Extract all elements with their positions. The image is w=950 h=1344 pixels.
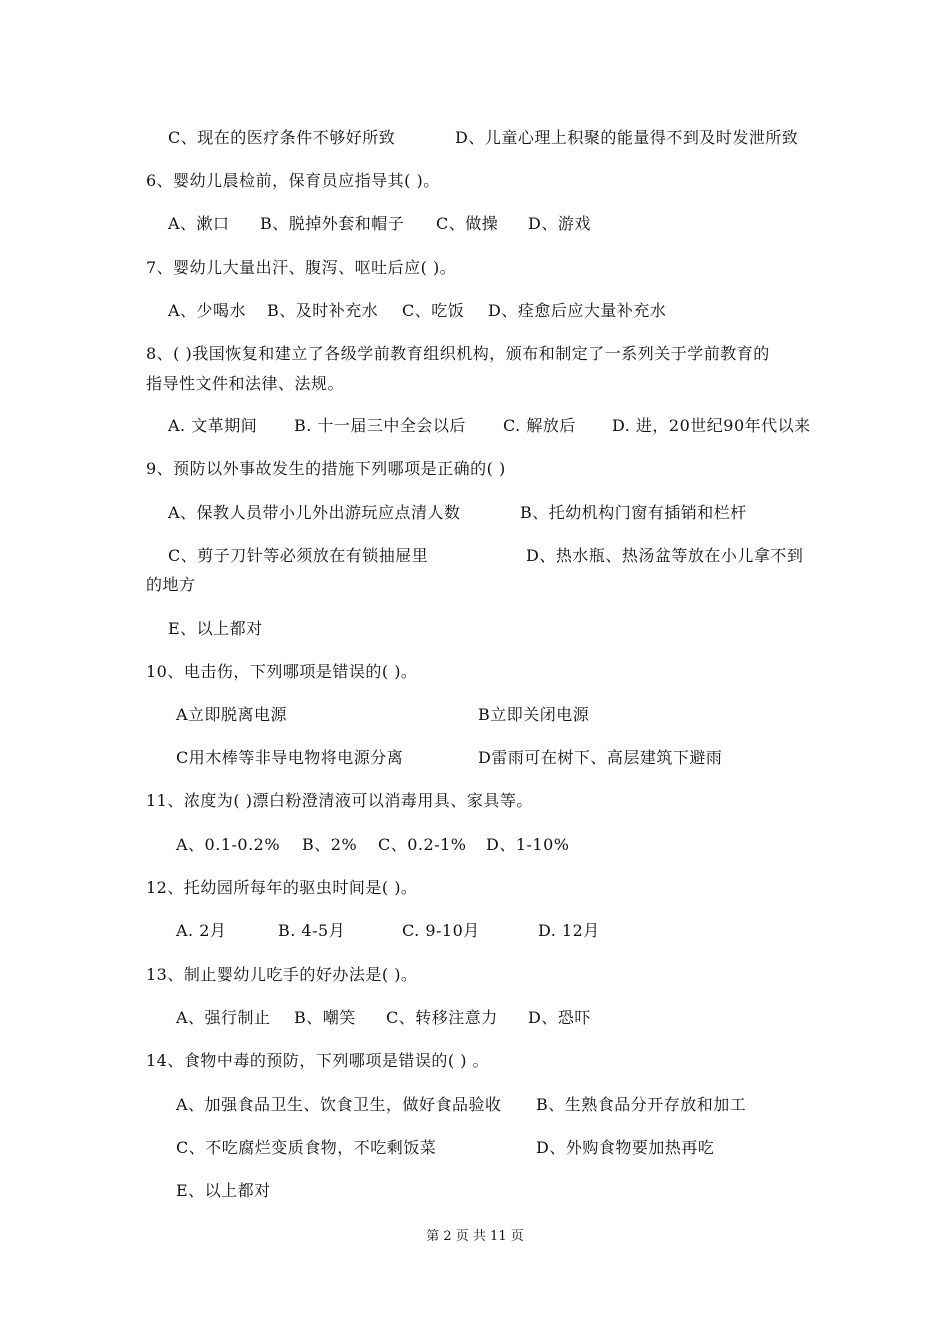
- option-14e: E、以上都对: [176, 1181, 271, 1200]
- option-8c: C. 解放后: [503, 416, 576, 435]
- option-8b: B. 十一届三中全会以后: [294, 416, 466, 435]
- option-13b: B、嘲笑: [294, 1008, 356, 1027]
- question-8-cont: 指导性文件和法律、法规。: [146, 374, 345, 393]
- option-13d: D、恐吓: [528, 1008, 591, 1027]
- option-8a: A. 文革期间: [168, 416, 258, 435]
- option-9e: E、以上都对: [168, 619, 263, 638]
- question-7: 7、婴幼儿大量出汗、腹泻、呕吐后应( )。: [146, 258, 457, 277]
- option-11c: C、0.2-1%: [378, 835, 467, 854]
- question-9: 9、预防以外事故发生的措施下列哪项是正确的( ): [146, 459, 506, 478]
- question-14: 14、食物中毒的预防，下列哪项是错误的( ) 。: [146, 1051, 490, 1070]
- page-number-footer: 第 2 页 共 11 页: [426, 1229, 524, 1244]
- option-8d: D. 进，20世纪90年代以来: [612, 416, 811, 435]
- option-12b: B. 4-5月: [278, 921, 346, 940]
- option-12a: A. 2月: [176, 921, 227, 940]
- option-6d: D、游戏: [528, 214, 591, 233]
- option-11a: A、0.1-0.2%: [176, 835, 281, 854]
- option-11d: D、1-10%: [486, 835, 570, 854]
- option-10d: D雷雨可在树下、高层建筑下避雨: [478, 748, 723, 767]
- option-5c: C、现在的医疗条件不够好所致: [168, 128, 396, 147]
- option-6b: B、脱掉外套和帽子: [260, 214, 405, 233]
- option-9a: A、保教人员带小儿外出游玩应点清人数: [168, 503, 461, 522]
- option-14d: D、外购食物要加热再吃: [536, 1138, 715, 1157]
- option-5d: D、儿童心理上积聚的能量得不到及时发泄所致: [455, 128, 799, 147]
- option-7c: C、吃饭: [402, 301, 465, 320]
- option-7d: D、痊愈后应大量补充水: [488, 301, 667, 320]
- option-12d: D. 12月: [538, 921, 600, 940]
- question-12: 12、托幼园所每年的驱虫时间是( )。: [146, 878, 418, 897]
- option-10a: A立即脱离电源: [176, 705, 288, 724]
- question-10: 10、电击伤，下列哪项是错误的( )。: [146, 662, 418, 681]
- question-6: 6、婴幼儿晨检前，保育员应指导其( )。: [146, 171, 440, 190]
- option-7b: B、及时补充水: [267, 301, 379, 320]
- question-8: 8、( )我国恢复和建立了各级学前教育组织机构，颁布和制定了一系列关于学前教育的: [146, 344, 770, 363]
- question-11: 11、浓度为( )漂白粉澄清液可以消毒用具、家具等。: [146, 791, 533, 810]
- option-9b: B、托幼机构门窗有插销和栏杆: [520, 503, 747, 522]
- option-14b: B、生熟食品分开存放和加工: [536, 1095, 747, 1114]
- option-10b: B立即关闭电源: [478, 705, 590, 724]
- option-9d-cont: 的地方: [146, 575, 196, 594]
- option-9c: C、剪子刀针等必须放在有锁抽屉里: [168, 546, 429, 565]
- option-14a: A、加强食品卫生、饮食卫生，做好食品验收: [176, 1095, 502, 1114]
- option-7a: A、少喝水: [168, 301, 247, 320]
- option-6a: A、漱口: [168, 214, 230, 233]
- option-14c: C、不吃腐烂变质食物，不吃剩饭菜: [176, 1138, 437, 1157]
- option-9d: D、热水瓶、热汤盆等放在小儿拿不到: [526, 546, 804, 565]
- option-13c: C、转移注意力: [386, 1008, 498, 1027]
- option-12c: C. 9-10月: [402, 921, 480, 940]
- question-13: 13、制止婴幼儿吃手的好办法是( )。: [146, 965, 418, 984]
- option-11b: B、2%: [302, 835, 358, 854]
- option-13a: A、强行制止: [176, 1008, 271, 1027]
- option-10c: C用木棒等非导电物将电源分离: [176, 748, 404, 767]
- option-6c: C、做操: [436, 214, 499, 233]
